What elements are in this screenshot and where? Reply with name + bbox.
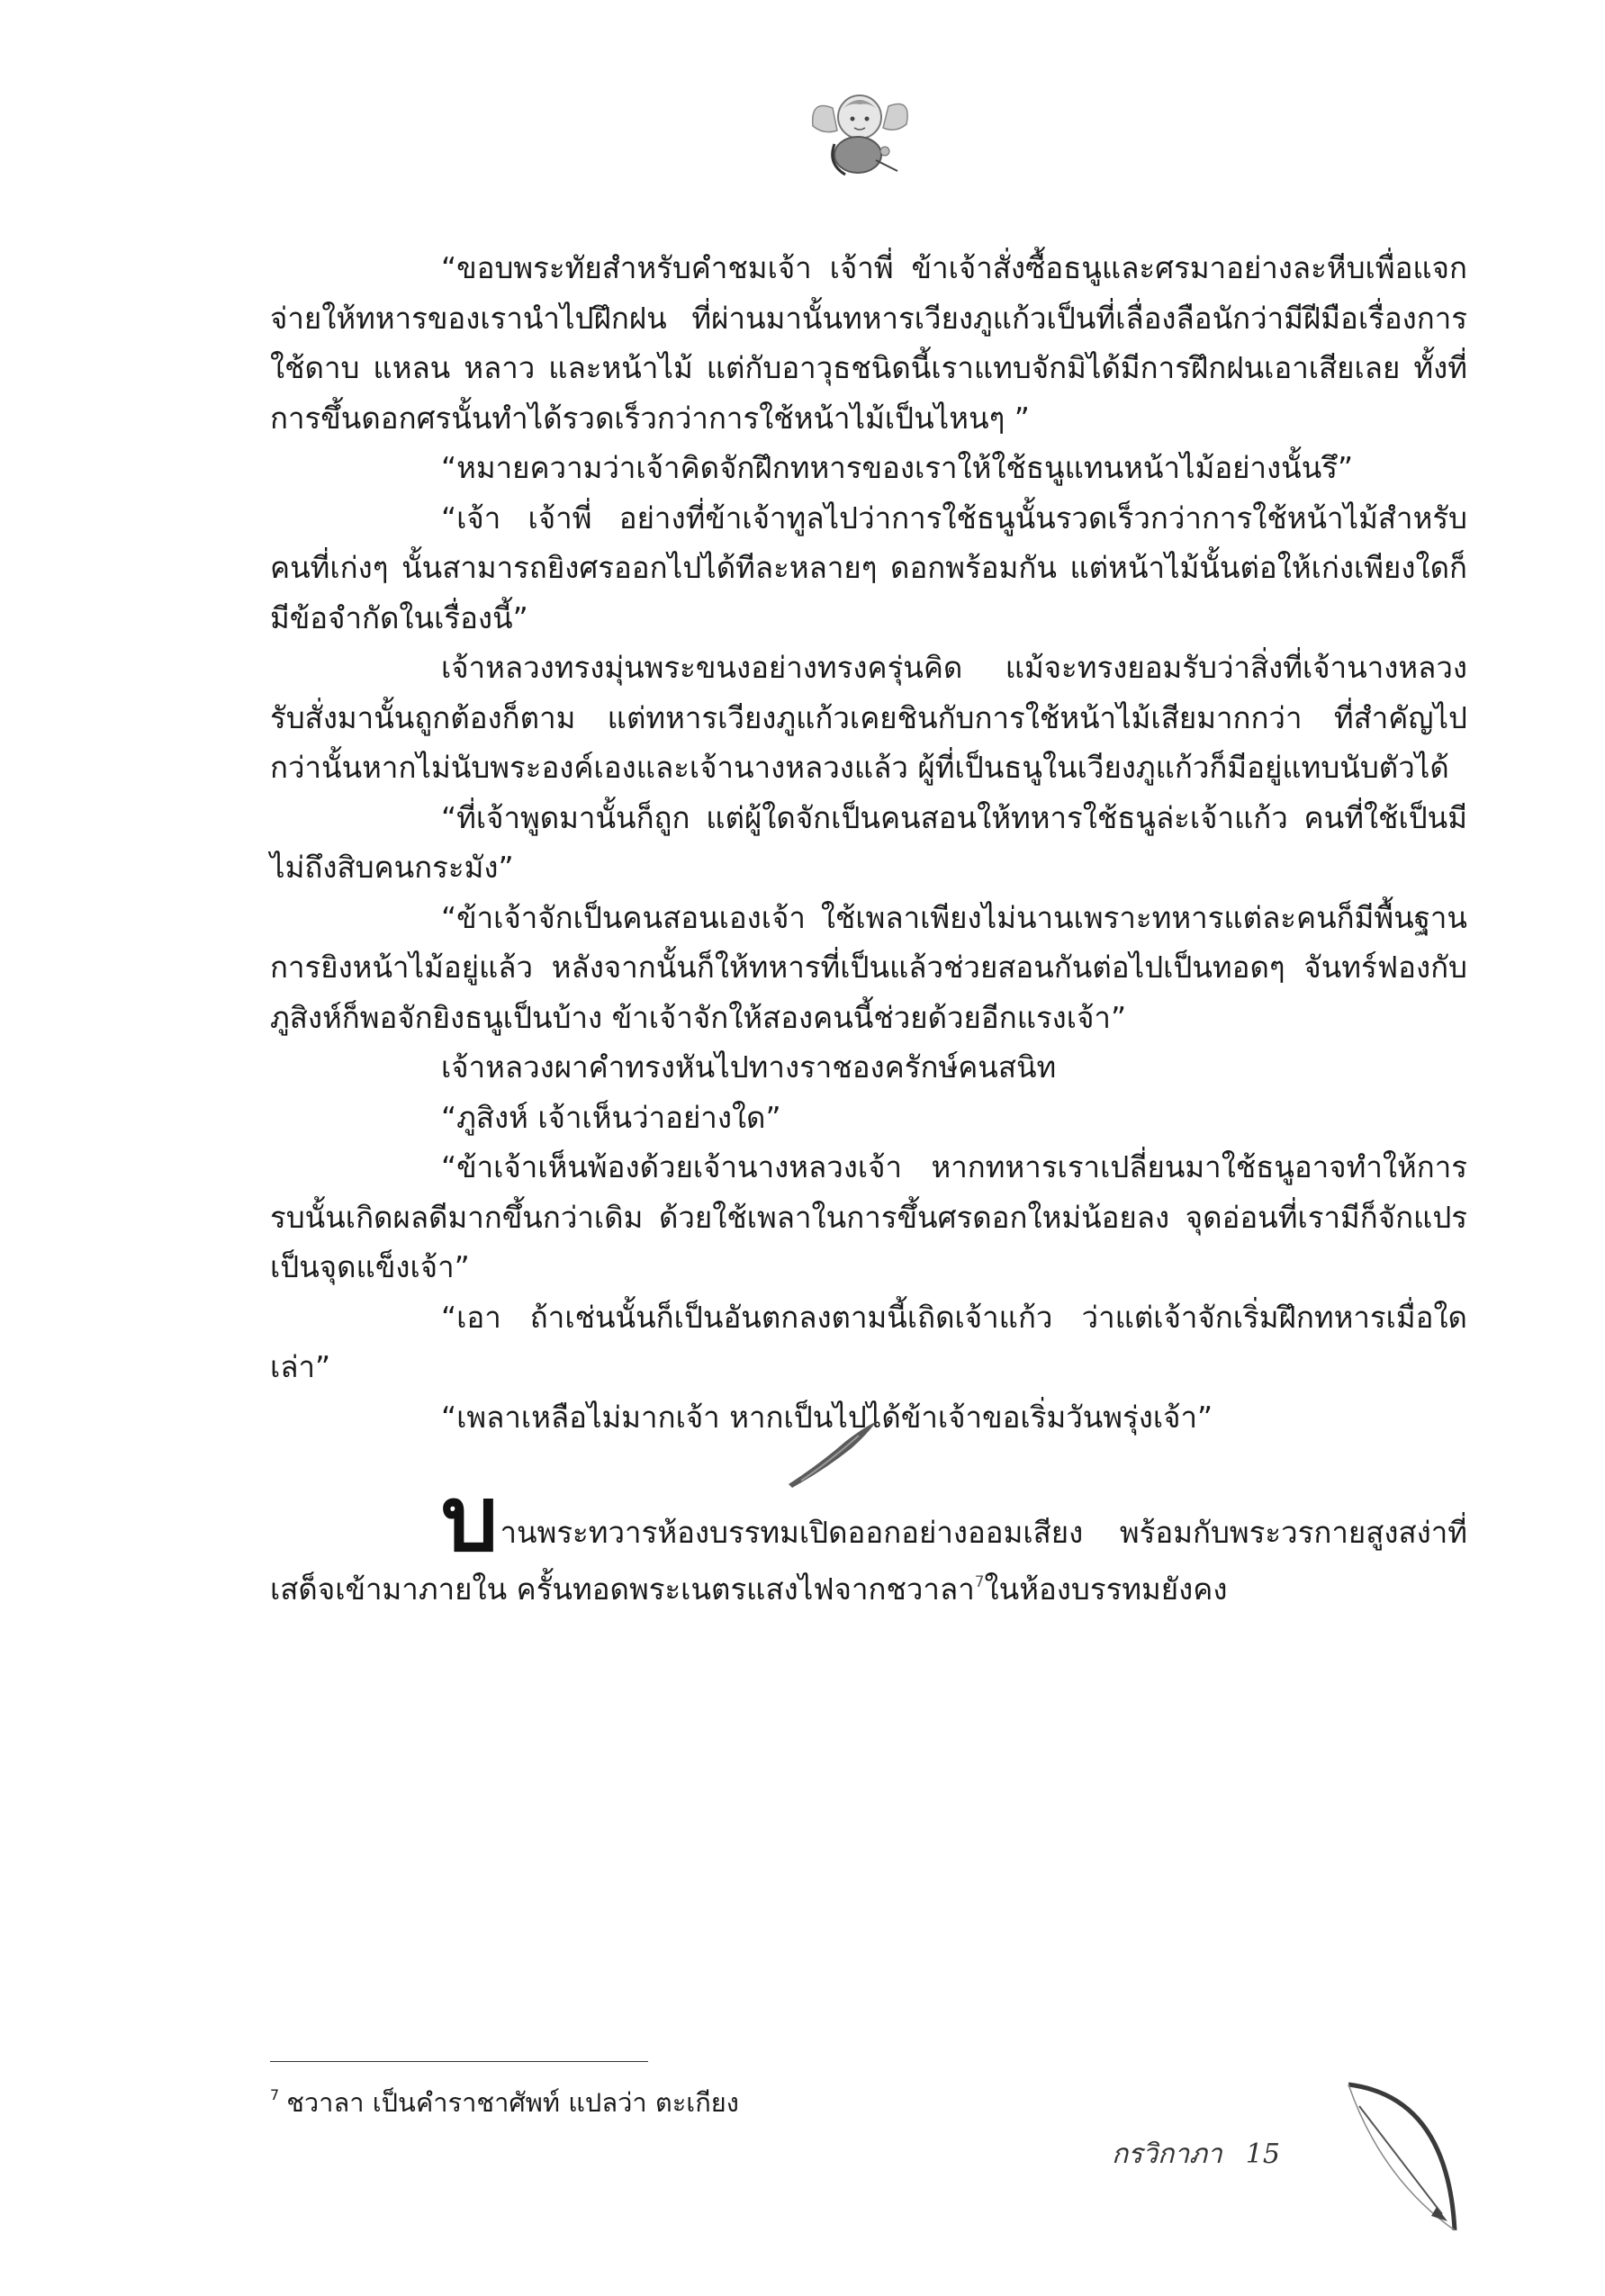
footnote-reference[interactable]: 7 — [974, 1572, 985, 1591]
paragraph: “ข้าเจ้าเห็นพ้องด้วยเจ้านางหลวงเจ้า หากทหารเราเปลี่ยนมาใช้ธนูอาจทำให้การรบนั้นเกิดผลดีมากขึ้นกว่าเดิม ด้วยใช้เพลาในการขึ้นศรดอกใหม่น้อยลง จุดอ่อนที่เรามีก็จักแปรเป็นจุดแข็งเจ้า” — [270, 1149, 1467, 1284]
cupid-archer-icon — [806, 81, 914, 180]
scene-text: านพระทวารห้องบรรทมเปิดออกอย่างออมเสียง พร้อมกับพระวรกายสูงสง่าที่เสด็จเข้ามาภายใน ครั้นทอดพระเนตรแสงไฟจากชวาลา — [270, 1515, 1467, 1607]
page-number: 15 — [1245, 2138, 1280, 2170]
paragraph: เจ้าหลวงผาคำทรงหันไปทางราชองครักษ์คนสนิท — [441, 1049, 1057, 1085]
paragraph: “ข้าเจ้าจักเป็นคนสอนเองเจ้า ใช้เพลาเพียงไม่นานเพราะทหารแต่ละคนก็มีพื้นฐานการยิงหน้าไม้อยู่แล้ว หลังจากนั้นก็ให้ทหารที่เป็นแล้วช่วยสอนกันต่อไปเป็นทอดๆ จันทร์ฟองกับภูสิงห์ก็พอจักยิงธนูเป็นบ้าง ข้าเจ้าจักให้สองคนนี้ช่วยด้วยอีกแรงเจ้า” — [270, 899, 1467, 1035]
running-footer — [1112, 2133, 1280, 2175]
drop-cap: บ — [441, 1465, 499, 1571]
brush-stroke-icon — [783, 1418, 882, 1490]
footnote-number: 7 — [270, 2086, 280, 2103]
body-text — [270, 243, 1467, 1614]
bow-icon — [1341, 2079, 1463, 2237]
paragraph: “เจ้า เจ้าพี่ อย่างที่ข้าเจ้าทูลไปว่าการใช้ธนูนั้นรวดเร็วกว่าการใช้หน้าไม้สำหรับคนที่เก่งๆ นั้นสามารถยิงศรออกไปได้ทีละหลายๆ ดอกพร้อมกัน แต่หน้าไม้นั้นต่อให้เก่งเพียงใดก็มีข้อจำกัดในเรื่องนี้” — [270, 500, 1467, 635]
paragraph: “ขอบพระทัยสำหรับคำชมเจ้า เจ้าพี่ ข้าเจ้าสั่งซื้อธนูและศรมาอย่างละหีบเพื่อแจกจ่ายให้ทหารของเรานำไปฝึกฝน ที่ผ่านมานั้นทหารเวียงภูแก้วเป็นที่เลื่องลือนักว่ามีฝีมือเรื่องการใช้ดาบ แหลน หลาว และหน้าไม้ แต่กับอาวุธชนิดนี้เราแทบจักมิได้มีการฝึกฝนเอาเสียเลย ทั้งที่การขึ้นดอกศรนั้นทำได้รวดเร็วกว่าการใช้หน้าไม้เป็นไหนๆ ” — [270, 250, 1467, 436]
paragraph: “เพลาเหลือไม่มากเจ้า หากเป็นไปได้ข้าเจ้าขอเริ่มวันพรุ่งเจ้า” — [441, 1399, 1213, 1435]
footnote-text: ชวาลา เป็นคำราชาศัพท์ แปลว่า ตะเกียง — [286, 2087, 739, 2118]
paragraph: “หมายความว่าเจ้าคิดจักฝึกทหารของเราให้ใช้ธนูแทนหน้าไม้อย่างนั้นรึ” — [441, 450, 1354, 485]
paragraph: เจ้าหลวงทรงมุ่นพระขนงอย่างทรงครุ่นคิด แม้จะทรงยอมรับว่าสิ่งที่เจ้านางหลวงรับสั่งมานั้นถูกต้องก็ตาม แต่ทหารเวียงภูแก้วเคยชินกับการใช้หน้าไม้เสียมากกว่า ที่สำคัญไปกว่านั้นหากไม่นับพระองค์เองและเจ้านางหลวงแล้ว ผู้ที่เป็นธนูในเวียงภูแก้วก็มีอยู่แทบนับตัวได้ — [270, 650, 1467, 785]
scene-text-continued: ในห้องบรรทมยังคง — [984, 1571, 1228, 1607]
footnote-divider — [270, 2061, 648, 2062]
scene-paragraph — [270, 1465, 1467, 1614]
book-title: กรวิกาภา — [1112, 2138, 1222, 2170]
paragraph: “ที่เจ้าพูดมานั้นก็ถูก แต่ผู้ใดจักเป็นคนสอนให้ทหารใช้ธนูล่ะเจ้าแก้ว คนที่ใช้เป็นมีไม่ถึงสิบคนกระมัง” — [270, 799, 1467, 885]
paragraph: “เอา ถ้าเช่นนั้นก็เป็นอันตกลงตามนี้เถิดเจ้าแก้ว ว่าแต่เจ้าจักเริ่มฝึกทหารเมื่อใดเล่า” — [270, 1299, 1467, 1384]
paragraph: “ภูสิงห์ เจ้าเห็นว่าอย่างใด” — [441, 1099, 781, 1135]
footnote — [270, 2077, 739, 2120]
